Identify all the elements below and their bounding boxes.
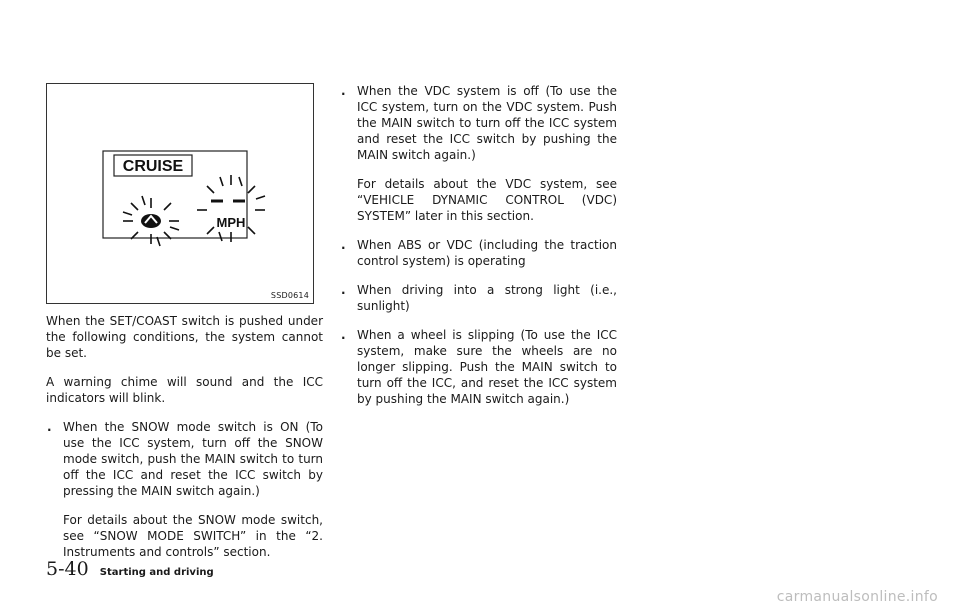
warning-paragraph: A warning chime will sound and the ICC indicators will blink.	[46, 375, 323, 405]
bullet-wheel-slip	[340, 327, 617, 407]
bullet-text: When a wheel is slipping (To use the ICC system, make sure the wheels are no longer slipping. Push the MAIN switch to turn off the ICC, and reset the ICC system by pushing the MAIN switch again.)	[357, 328, 617, 406]
mph-blink-rays	[197, 175, 265, 242]
page-footer	[46, 558, 214, 580]
bullet-text: When driving into a strong light (i.e., sunlight)	[357, 283, 617, 313]
bullet-marker: .	[341, 238, 346, 252]
left-column	[46, 313, 323, 573]
page-number: 5-40	[46, 558, 89, 580]
bullet-text: When ABS or VDC (including the traction control system) is operating	[357, 238, 617, 268]
bullet-snow-mode	[46, 419, 323, 560]
bullet-subtext: For details about the SNOW mode switch, see “SNOW MODE SWITCH” in the “2. Instruments and controls” section.	[63, 513, 323, 559]
bullet-marker: .	[47, 420, 52, 434]
bullet-vdc-off	[340, 83, 617, 224]
section-title: Starting and driving	[99, 567, 214, 578]
mph-label: MPH	[216, 215, 246, 230]
bullet-text: When the VDC system is off (To use the ICC system, turn on the VDC system. Push the MAIN switch to turn off the ICC system and reset the ICC switch by pushing the MAIN switch again.)	[357, 84, 617, 162]
bullet-strong-light	[340, 282, 617, 314]
icc-indicator-figure	[46, 83, 314, 304]
bullet-marker: .	[341, 328, 346, 342]
watermark: carmanualsonline.info	[776, 589, 938, 605]
icc-display-illustration	[47, 84, 315, 305]
bullet-marker: .	[341, 84, 346, 98]
intro-paragraph: When the SET/COAST switch is pushed under the following conditions, the system cannot be set.	[46, 314, 323, 360]
vehicle-indicator-icon	[141, 214, 161, 228]
cruise-label: CRUISE	[122, 158, 184, 175]
bullet-text: When the SNOW mode switch is ON (To use the ICC system, turn off the SNOW mode switch, push the MAIN switch to turn off the ICC and reset the ICC switch by pressing the MAIN switch again.)	[63, 420, 323, 498]
right-column	[340, 83, 617, 420]
bullet-marker: .	[341, 283, 346, 297]
bullet-abs-vdc	[340, 237, 617, 269]
bullet-subtext: For details about the VDC system, see “VEHICLE DYNAMIC CONTROL (VDC) SYSTEM” later in this section.	[357, 177, 617, 223]
figure-id: SSD0614	[270, 291, 309, 300]
